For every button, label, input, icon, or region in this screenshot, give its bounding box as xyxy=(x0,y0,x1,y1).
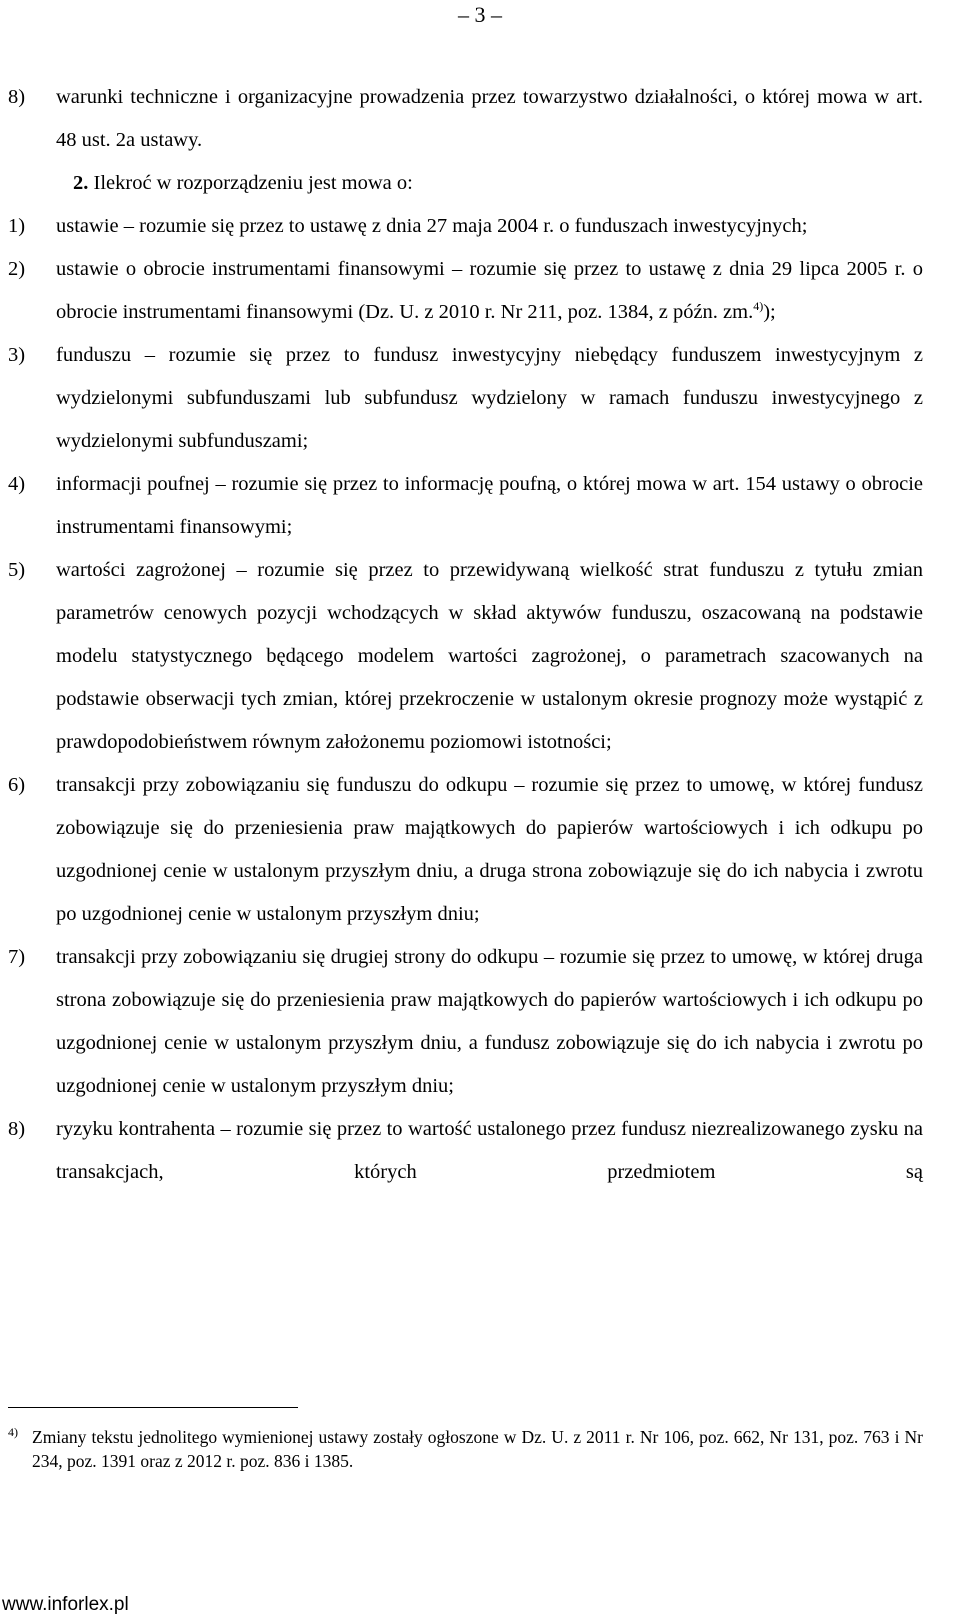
item-text-main: ustawie o obrocie instrumentami finansowymi – rozumie się przez to ustawę z dnia 29 lipca 2005 r. o obrocie instrumentami finansowymi (Dz. U. z 2010 r. Nr 211, poz. 1384, z późn. zm. xyxy=(56,258,923,323)
item-text: informacji poufnej – rozumie się przez to informację poufną, o której mowa w art. 154 ustawy o obrocie instrumentami finansowymi; xyxy=(56,473,923,538)
item-text xyxy=(56,248,923,334)
item-text: ustawie – rozumie się przez to ustawę z dnia 27 maja 2004 r. o funduszach inwestycyjnych; xyxy=(56,215,808,237)
footnote-text: Zmiany tekstu jednolitego wymienionej ustawy zostały ogłoszone w Dz. U. z 2011 r. Nr 106, poz. 662, Nr 131, poz. 763 i Nr 234, poz. 1391 oraz z 2012 r. poz. 836 i 1385. xyxy=(32,1427,923,1471)
footnote xyxy=(8,1425,923,1473)
list-item xyxy=(8,76,923,162)
section-mark: 2. xyxy=(73,172,89,194)
item-text: transakcji przy zobowiązaniu się drugiej strony do odkupu – rozumie się przez to umowę, w której druga strona zobowiązuje się do przeniesienia praw majątkowych do papierów wartościowych i ich odkupu po uzgodnionej cenie w ustalonym przyszłym dniu, a fundusz zobowiązuje się do ich nabycia i zwrotu po uzgodnionej cenie w ustalonym przyszłym dniu; xyxy=(56,946,923,1097)
item-text: funduszu – rozumie się przez to fundusz inwestycyjny niebędący funduszem inwestycyjnym z wydzielonymi subfunduszami lub subfundusz wydzielony w ramach funduszu inwestycyjnego z wydzielonymi subfunduszami; xyxy=(56,344,923,452)
page-number: – 3 – xyxy=(458,2,502,27)
definition-item xyxy=(8,205,923,248)
item-number: 1) xyxy=(8,215,26,237)
item-number: 6) xyxy=(8,774,26,796)
section-2-intro xyxy=(8,162,923,205)
definition-item xyxy=(8,463,923,549)
item-text: wartości zagrożonej – rozumie się przez to przewidywaną wielkość strat funduszu z tytułu zmian parametrów cenowych pozycji wchodzących w skład aktywów funduszu, oszacowaną na podstawie modelu statystycznego będącego modelem wartości zagrożonej, o parametrach szacowanych na podstawie obserwacji tych zmian, której przekroczenie w ustalonym okresie prognozy może wystąpić z prawdopodobieństwem równym założonemu poziomowi istotności; xyxy=(56,559,923,753)
item-text: ryzyku kontrahenta – rozumie się przez to wartość ustalonego przez fundusz niezrealizowanego zysku na transakcjach, których przedmiotem są xyxy=(56,1118,923,1183)
definition-item xyxy=(8,248,923,334)
item-text: warunki techniczne i organizacyjne prowadzenia przez towarzystwo działalności, o której mowa w art. 48 ust. 2a ustawy. xyxy=(56,86,923,151)
item-number: 4) xyxy=(8,473,26,495)
website-watermark: www.inforlex.pl xyxy=(2,1594,129,1615)
section-text: Ilekroć w rozporządzeniu jest mowa o: xyxy=(88,172,413,194)
item-text: transakcji przy zobowiązaniu się funduszu do odkupu – rozumie się przez to umowę, w której fundusz zobowiązuje się do przeniesienia praw majątkowych do papierów wartościowych i ich odkupu po uzgodnionej cenie w ustalonym przyszłym dniu, a druga strona zobowiązuje się do ich nabycia i zwrotu po uzgodnionej cenie w ustalonym przyszłym dniu; xyxy=(56,774,923,925)
footnote-mark: 4) xyxy=(8,1425,18,1439)
definition-item xyxy=(8,936,923,1108)
footnote-reference: 4) xyxy=(753,299,764,314)
definition-item xyxy=(8,334,923,463)
document-body xyxy=(8,76,923,1194)
definition-item xyxy=(8,549,923,764)
item-number: 5) xyxy=(8,559,26,581)
item-number: 7) xyxy=(8,946,26,968)
item-number: 3) xyxy=(8,344,26,366)
item-number: 8) xyxy=(8,86,26,108)
item-text-tail: ); xyxy=(763,301,776,323)
footnote-separator xyxy=(8,1407,298,1408)
definition-item xyxy=(8,1108,923,1194)
item-number: 8) xyxy=(8,1118,26,1140)
item-number: 2) xyxy=(8,258,26,280)
definition-item xyxy=(8,764,923,936)
